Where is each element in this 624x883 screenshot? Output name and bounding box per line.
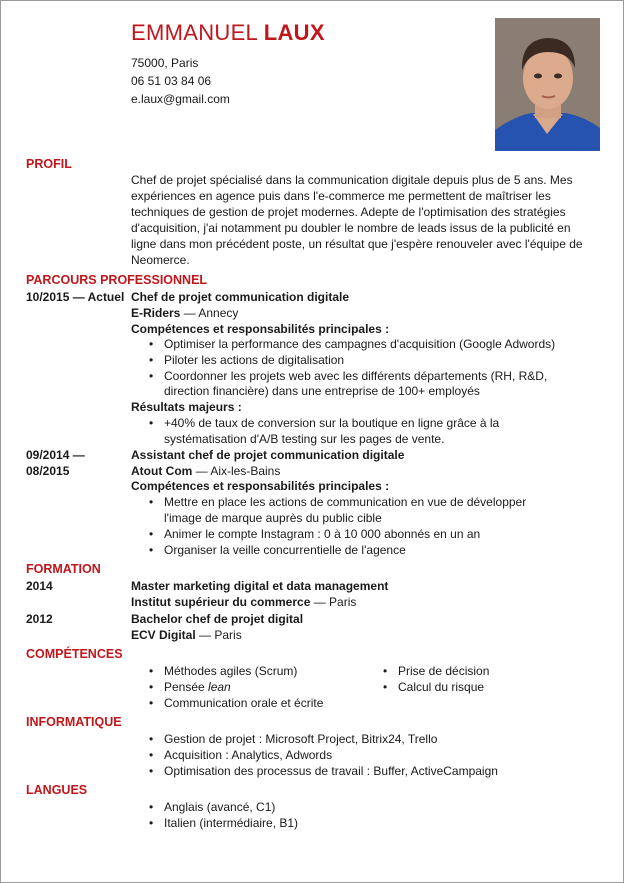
list-item: • Mettre en place les actions de communication en vue de développer bbox=[149, 495, 527, 509]
list-item-continuation: systématisation d'A/B testing sur les pages de vente. bbox=[164, 432, 445, 446]
formation-location: — Paris bbox=[310, 595, 357, 609]
bullet-icon: • bbox=[149, 527, 154, 541]
italic-term: lean bbox=[208, 680, 231, 694]
list-item: • Pensée lean bbox=[149, 680, 231, 694]
formation-year: 2012 bbox=[26, 612, 53, 626]
section-title-profil: PROFIL bbox=[26, 157, 72, 171]
formation-degree: Master marketing digital et data management bbox=[131, 579, 389, 593]
profile-line: ligne dans mon précédent poste, un résultat que j'espère renouveler avec l'équipe de bbox=[131, 237, 583, 251]
list-item: • Piloter les actions de digitalisation bbox=[149, 353, 345, 367]
job-company-line bbox=[131, 463, 280, 479]
list-item-continuation: direction financière) dans une entreprise de 100+ employés bbox=[164, 384, 480, 398]
section-title-langues: LANGUES bbox=[26, 783, 88, 797]
job-date-end: 08/2015 bbox=[26, 464, 70, 478]
profile-line: Neomerce. bbox=[131, 253, 190, 267]
bullet-icon: • bbox=[149, 353, 154, 367]
list-item-continuation: l'image de marque auprès du public cible bbox=[164, 511, 382, 525]
bullet-icon: • bbox=[149, 543, 154, 557]
job-date-start: 09/2014 — bbox=[26, 448, 85, 462]
profile-summary bbox=[131, 172, 601, 268]
bullet-icon: • bbox=[149, 696, 154, 710]
list-item: • Méthodes agiles (Scrum) bbox=[149, 664, 298, 678]
formation-school-line bbox=[131, 627, 242, 643]
bullet-icon: • bbox=[149, 416, 154, 430]
profile-line: expériences en agence puis dans l'e-commerce me permettent de maîtriser les bbox=[131, 189, 551, 203]
list-item: • Italien (intermédiaire, B1) bbox=[149, 816, 299, 830]
bullet-icon: • bbox=[383, 664, 388, 678]
bullet-icon: • bbox=[383, 680, 388, 694]
section-title-parcours: PARCOURS PROFESSIONNEL bbox=[26, 273, 208, 287]
first-name: EMMANUEL bbox=[131, 20, 258, 45]
last-name: LAUX bbox=[263, 20, 325, 45]
bullet-icon: • bbox=[149, 764, 154, 778]
bullet-icon: • bbox=[149, 337, 154, 351]
skills-label: Compétences et responsabilités principales : bbox=[131, 322, 390, 336]
job-location: — Annecy bbox=[180, 306, 239, 320]
section-title-formation: FORMATION bbox=[26, 562, 101, 576]
list-item: • Optimisation des processus de travail : Buffer, ActiveCampaign bbox=[149, 764, 498, 778]
job-company-line bbox=[131, 305, 238, 321]
list-item: • +40% de taux de conversion sur la boutique en ligne grâce à la bbox=[149, 416, 500, 430]
formation-location: — Paris bbox=[195, 628, 242, 642]
formation-degree: Bachelor chef de projet digital bbox=[131, 612, 304, 626]
results-label: Résultats majeurs : bbox=[131, 400, 242, 414]
formation-school-line bbox=[131, 594, 356, 610]
bullet-icon: • bbox=[149, 748, 154, 762]
job-date: 10/2015 — Actuel bbox=[26, 290, 125, 304]
job-title: Chef de projet communication digitale bbox=[131, 290, 350, 304]
list-item: • Calcul du risque bbox=[383, 680, 485, 694]
address: 75000, Paris bbox=[131, 56, 199, 70]
profile-photo bbox=[495, 18, 600, 151]
list-item: • Coordonner les projets web avec les différents départements (RH, R&D, bbox=[149, 369, 548, 383]
job-company: E-Riders bbox=[131, 306, 181, 320]
list-item: • Animer le compte Instagram : 0 à 10 000 abonnés en un an bbox=[149, 527, 481, 541]
bullet-icon: • bbox=[149, 680, 154, 694]
formation-year: 2014 bbox=[26, 579, 53, 593]
section-title-informatique: INFORMATIQUE bbox=[26, 715, 122, 729]
job-company: Atout Com bbox=[131, 464, 193, 478]
bullet-icon: • bbox=[149, 369, 154, 383]
section-title-competences: COMPÉTENCES bbox=[26, 647, 123, 661]
email: e.laux@gmail.com bbox=[131, 92, 230, 106]
skills-label: Compétences et responsabilités principales : bbox=[131, 479, 390, 493]
list-item: • Anglais (avancé, C1) bbox=[149, 800, 276, 814]
profile-line: d'acquisition, j'ai notamment pu doubler le nombre de leads issus de la publicité en bbox=[131, 221, 571, 235]
candidate-name bbox=[131, 20, 325, 46]
formation-school: ECV Digital bbox=[131, 628, 196, 642]
bullet-icon: • bbox=[149, 816, 154, 830]
list-item: • Prise de décision bbox=[383, 664, 490, 678]
profile-line: Chef de projet spécialisé dans la communication digitale depuis plus de 5 ans. Mes bbox=[131, 173, 573, 187]
bullet-icon: • bbox=[149, 732, 154, 746]
list-item: • Optimiser la performance des campagnes d'acquisition (Google Adwords) bbox=[149, 337, 556, 351]
formation-school: Institut supérieur du commerce bbox=[131, 595, 311, 609]
phone: 06 51 03 84 06 bbox=[131, 74, 212, 88]
list-item: • Acquisition : Analytics, Adwords bbox=[149, 748, 333, 762]
bullet-icon: • bbox=[149, 664, 154, 678]
bullet-icon: • bbox=[149, 800, 154, 814]
profile-line: techniques de gestion de projet modernes. Adepte de l'optimisation des stratégies bbox=[131, 205, 566, 219]
list-item: • Gestion de projet : Microsoft Project, Bitrix24, Trello bbox=[149, 732, 438, 746]
bullet-icon: • bbox=[149, 495, 154, 509]
job-title: Assistant chef de projet communication digitale bbox=[131, 448, 405, 462]
job-location: — Aix-les-Bains bbox=[192, 464, 281, 478]
list-item: • Organiser la veille concurrentielle de l'agence bbox=[149, 543, 406, 557]
list-item: • Communication orale et écrite bbox=[149, 696, 324, 710]
